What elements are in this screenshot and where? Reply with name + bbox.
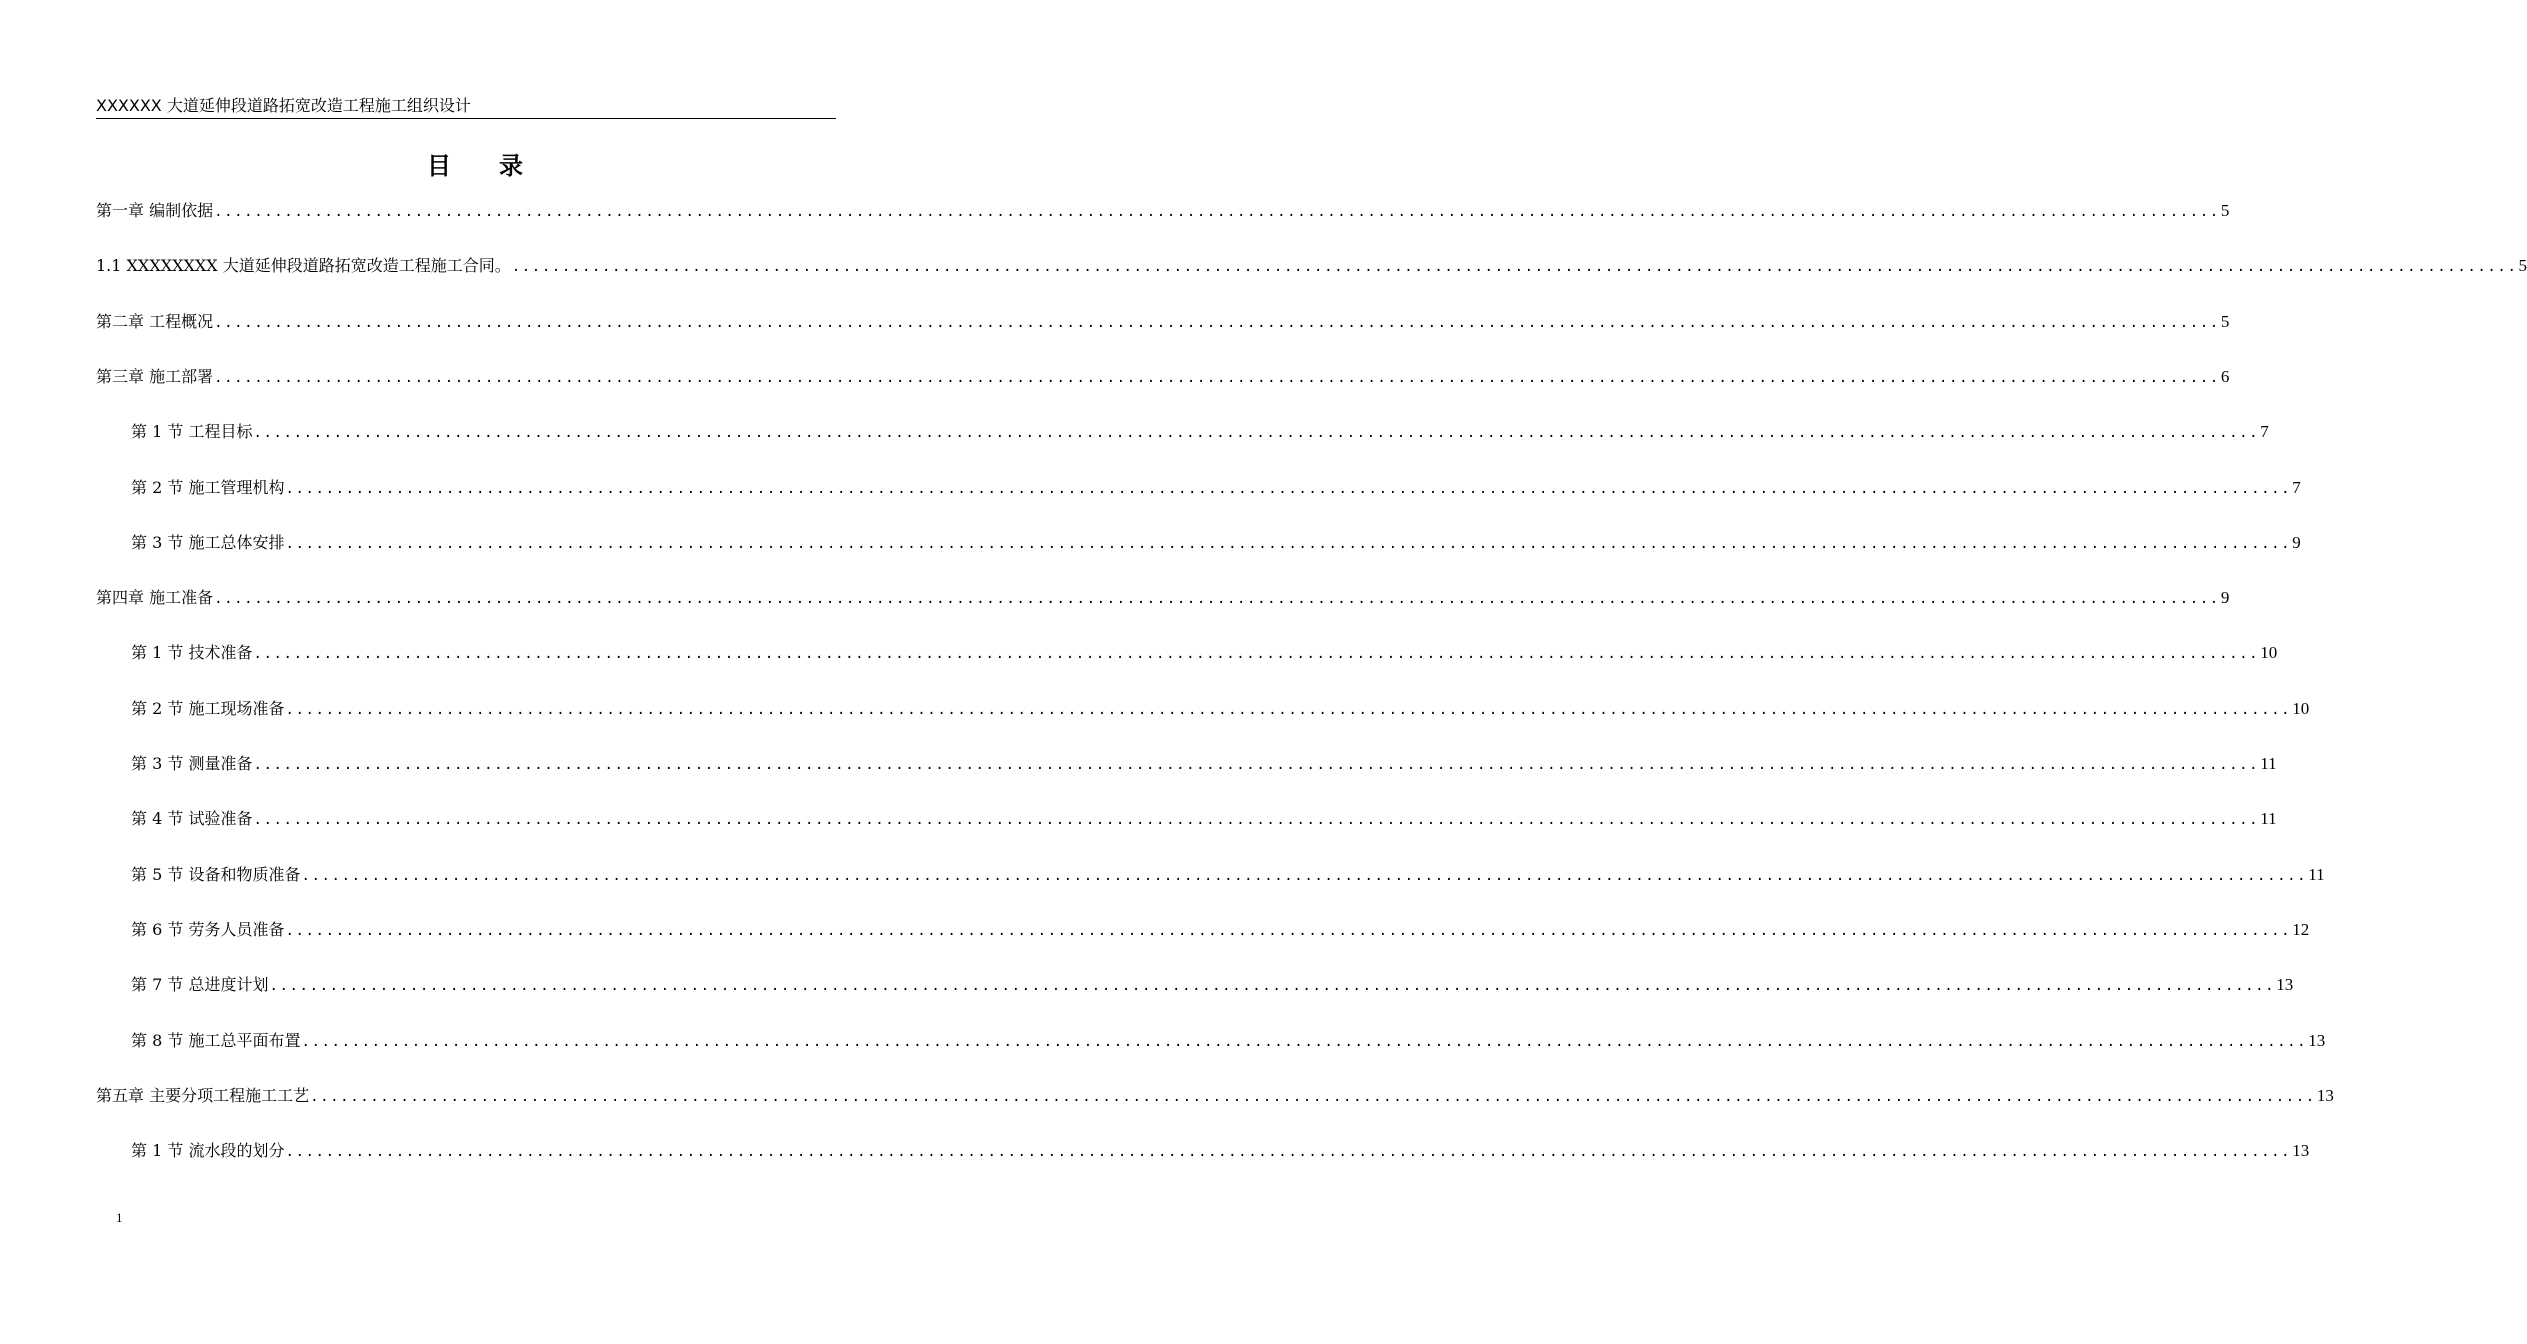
toc-entry-page: 9 (2292, 532, 2301, 552)
toc-entry[interactable] (131, 1139, 2310, 1163)
toc-dot-leader: ........................................................................................................................................................................................................ (253, 757, 2260, 773)
toc-entry[interactable] (131, 918, 2310, 942)
toc-entry-label: 第 1 节 工程目标 (131, 422, 253, 442)
toc-entry-label: 第 8 节 施工总平面布置 (131, 1030, 301, 1050)
toc-entry-page: 12 (2292, 919, 2310, 939)
toc-entry-page: 13 (2292, 1141, 2310, 1161)
toc-entry-page: 7 (2260, 422, 2269, 442)
toc-entry[interactable] (131, 641, 2278, 665)
toc-entry[interactable] (131, 1029, 2326, 1053)
page-number: 1 (116, 1210, 123, 1225)
toc-entry[interactable] (131, 752, 2277, 776)
toc-dot-leader: ........................................................................................................................................................................................................ (301, 1033, 2308, 1050)
toc-entry-page: 10 (2260, 643, 2278, 663)
toc-entry-page: 5 (2220, 201, 2230, 220)
toc-entry-page: 13 (2308, 1030, 2326, 1050)
toc-entry-label: 1.1 XXXXXXXX 大道延伸段道路拓宽改造工程施工合同。 (96, 256, 511, 276)
toc-entry[interactable] (96, 199, 2230, 223)
toc-entry[interactable] (131, 807, 2277, 831)
running-header (96, 96, 836, 119)
toc-entry-label: 第三章 施工部署 (96, 366, 214, 386)
toc-entry-label: 第 3 节 施工总体安排 (131, 532, 285, 552)
toc-entry-label: 第 1 节 技术准备 (131, 643, 253, 663)
toc-entry-label: 第 6 节 劳务人员准备 (131, 919, 285, 939)
toc-entry[interactable] (131, 697, 2310, 721)
toc-entry[interactable] (131, 863, 2325, 887)
toc-entry-label: 第一章 编制依据 (96, 201, 214, 220)
toc-entry-page: 11 (2260, 754, 2277, 773)
toc-entry-page: 11 (2260, 809, 2277, 829)
toc-entry[interactable] (96, 365, 2230, 389)
toc-entry-label: 第四章 施工准备 (96, 588, 214, 608)
toc-dot-leader: ........................................................................................................................................................................................................ (511, 259, 2518, 276)
toc-entry-page: 13 (2316, 1085, 2334, 1105)
toc-dot-leader: ........................................................................................................................................................................................................ (285, 701, 2292, 718)
toc-dot-leader: ........................................................................................................................................................................................................ (253, 425, 2260, 442)
toc-entry[interactable] (96, 310, 2230, 334)
toc-dot-leader: ........................................................................................................................................................................................................ (310, 1088, 2316, 1105)
toc-entry-label: 第 5 节 设备和物质准备 (131, 864, 301, 884)
toc-entry-page: 5 (2518, 256, 2527, 276)
toc-dot-leader: ........................................................................................................................................................................................................ (269, 978, 2276, 995)
toc-entry[interactable] (131, 973, 2294, 997)
toc-dot-leader: ........................................................................................................................................................................................................ (214, 204, 2220, 220)
toc-dot-leader: ........................................................................................................................................................................................................ (285, 480, 2292, 497)
toc-entry-label: 第 2 节 施工管理机构 (131, 477, 285, 497)
toc-entry[interactable] (131, 420, 2269, 444)
toc-dot-leader: ........................................................................................................................................................................................................ (301, 867, 2308, 884)
toc-dot-leader: ........................................................................................................................................................................................................ (285, 922, 2292, 939)
toc-entry-label: 第 3 节 测量准备 (131, 754, 253, 773)
toc-dot-leader: ........................................................................................................................................................................................................ (253, 812, 2260, 829)
toc-entry[interactable] (131, 531, 2301, 555)
running-header-text: XXXXXX 大道延伸段道路拓宽改造工程施工组织设计 (96, 96, 471, 115)
toc-entry[interactable] (96, 1084, 2334, 1108)
toc-entry-label: 第五章 主要分项工程施工工艺 (96, 1085, 310, 1105)
toc-entry-label: 第二章 工程概况 (96, 311, 214, 331)
toc-entry-page: 10 (2292, 698, 2310, 718)
toc-entry-page: 13 (2276, 975, 2294, 995)
toc-entry-label: 第 4 节 试验准备 (131, 809, 253, 829)
toc-entry[interactable] (96, 254, 2527, 278)
toc-dot-leader: ........................................................................................................................................................................................................ (214, 591, 2220, 608)
toc-entry-page: 11 (2308, 864, 2325, 884)
toc-dot-leader: ........................................................................................................................................................................................................ (214, 314, 2220, 331)
toc-dot-leader: ........................................................................................................................................................................................................ (285, 1144, 2292, 1161)
toc-entry-page: 9 (2220, 588, 2230, 608)
toc-entry[interactable] (131, 476, 2301, 500)
toc-entry-label: 第 1 节 流水段的划分 (131, 1141, 285, 1161)
toc-dot-leader: ........................................................................................................................................................................................................ (253, 646, 2260, 663)
toc-dot-leader: ........................................................................................................................................................................................................ (285, 535, 2292, 552)
toc-entry-page: 7 (2292, 477, 2301, 497)
toc-entry-page: 5 (2220, 311, 2230, 331)
toc-entry-label: 第 2 节 施工现场准备 (131, 698, 285, 718)
toc-entry[interactable] (96, 586, 2230, 610)
toc-entry-label: 第 7 节 总进度计划 (131, 975, 269, 995)
toc-entry-page: 6 (2220, 366, 2230, 386)
toc-dot-leader: ........................................................................................................................................................................................................ (214, 369, 2220, 386)
toc-title: 目 录 (427, 152, 523, 180)
